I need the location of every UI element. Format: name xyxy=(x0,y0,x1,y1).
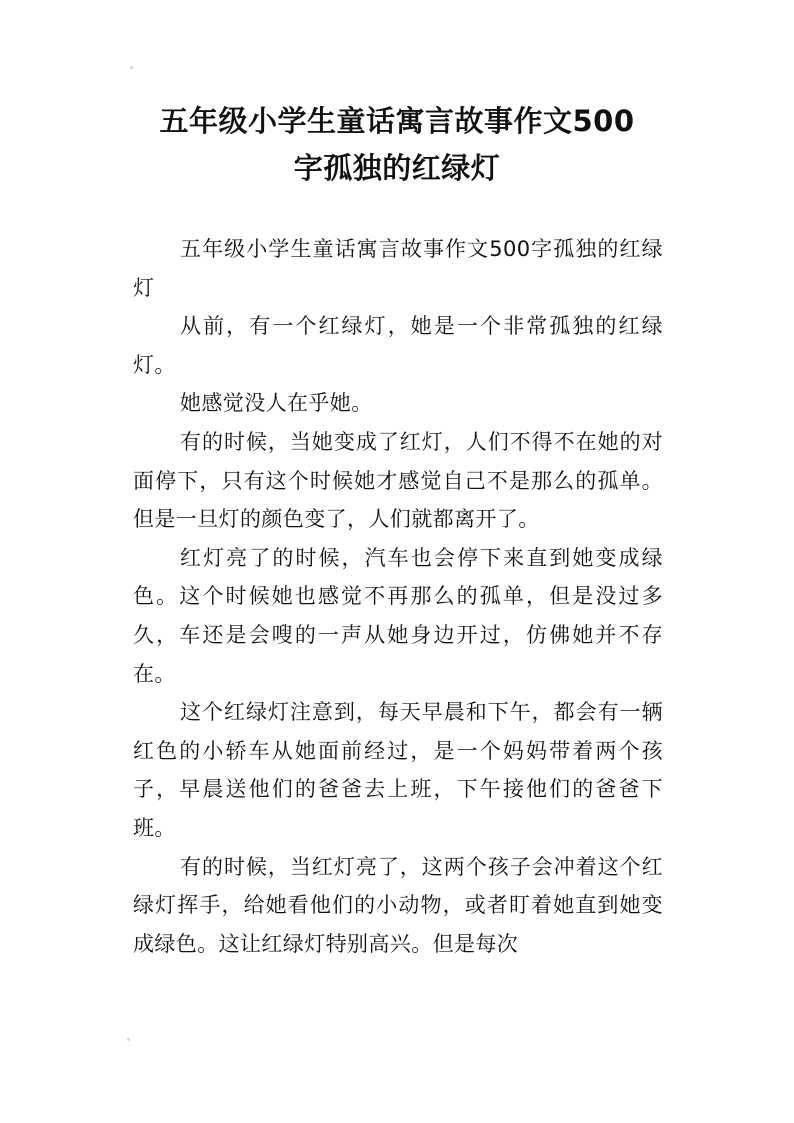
corner-mark xyxy=(130,66,133,69)
document-title xyxy=(0,98,794,192)
title-line-2: 字孤独的红绿灯 xyxy=(293,151,501,185)
paragraph: 她感觉没人在乎她。 xyxy=(180,391,373,416)
document-body xyxy=(133,230,663,963)
title-line-1: 五年级小学生童话寓言故事作文500 xyxy=(159,104,635,138)
paragraph: 五年级小学生童话寓言故事作文500字孤独的红绿灯 xyxy=(133,237,663,300)
paragraph: 有的时候，当红灯亮了，这两个孩子会冲着这个红绿灯挥手，给她看他们的小动物，或者盯着她直到她变成绿色。这让红绿灯特别高兴。但是每次 xyxy=(133,854,663,956)
paragraph: 红灯亮了的时候，汽车也会停下来直到她变成绿色。这个时候她也感觉不再那么的孤单，但是没过多久，车还是会嗖的一声从她身边开过，仿佛她并不存在。 xyxy=(133,545,663,686)
paragraph: 有的时候，当她变成了红灯，人们不得不在她的对面停下，只有这个时候她才感觉自己不是那么的孤单。但是一旦灯的颜色变了，人们就都离开了。 xyxy=(133,429,663,532)
paragraph: 从前，有一个红绿灯，她是一个非常孤独的红绿灯。 xyxy=(133,314,663,377)
corner-mark xyxy=(127,1038,130,1041)
paragraph: 这个红绿灯注意到，每天早晨和下午，都会有一辆红色的小轿车从她面前经过，是一个妈妈带着两个孩子，早晨送他们的爸爸去上班，下午接他们的爸爸下班。 xyxy=(133,700,663,840)
